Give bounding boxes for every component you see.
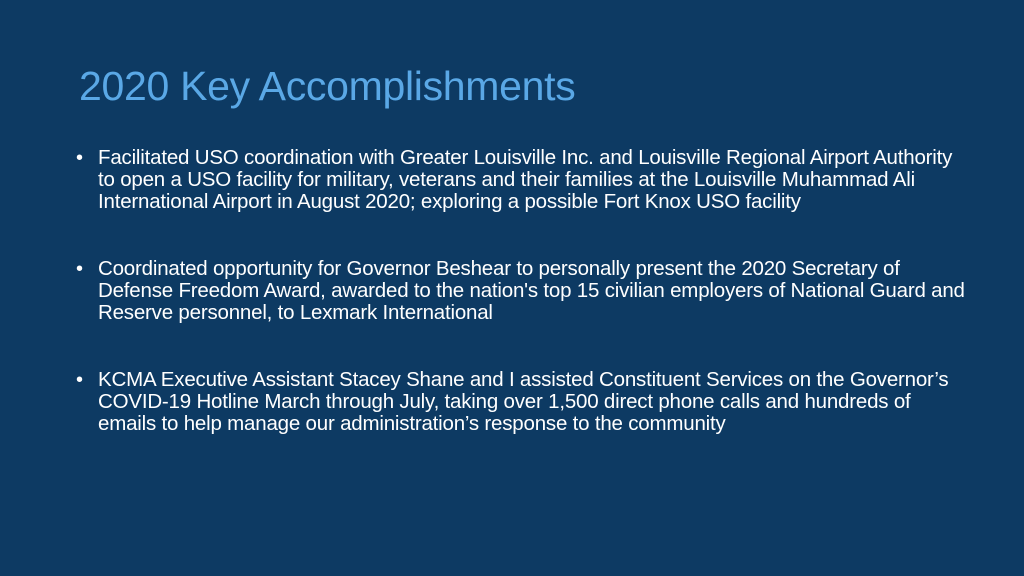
bullet-item — [70, 369, 970, 435]
bullet-marker: • — [76, 258, 84, 280]
bullet-item — [70, 258, 970, 324]
bullet-text: KCMA Executive Assistant Stacey Shane and I assisted Constituent Services on the Governor’s COVID-19 Hotline March through July, taking over 1,500 direct phone calls and hundreds of emails to help manage our administration’s response to the community — [98, 368, 949, 435]
bullet-marker: • — [76, 369, 84, 391]
bullet-marker: • — [76, 147, 84, 169]
slide-title: 2020 Key Accomplishments — [79, 63, 576, 109]
bullet-list — [70, 147, 970, 435]
bullet-item — [70, 147, 970, 213]
bullet-text: Coordinated opportunity for Governor Beshear to personally present the 2020 Secretary of Defense Freedom Award, awarded to the nation's top 15 civilian employers of National Guard and Reserve personnel, to Lexmark International — [98, 257, 965, 324]
bullet-text: Facilitated USO coordination with Greater Louisville Inc. and Louisville Regional Airport Authority to open a USO facility for military, veterans and their families at the Louisville Muhammad Ali International Airport in August 2020; exploring a possible Fort Knox USO facility — [98, 146, 953, 213]
